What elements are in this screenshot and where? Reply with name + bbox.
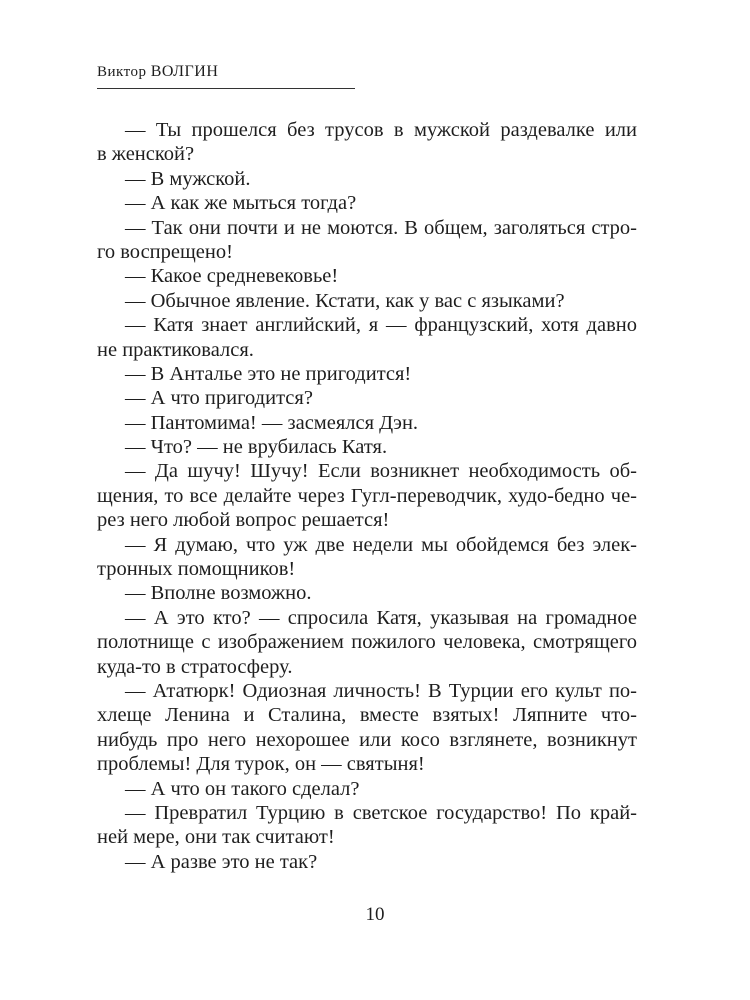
text-line: — В Анталье это не пригодится!	[125, 362, 412, 385]
text-line: нибудь про него нехорошее или косо взглянете, возникнут	[97, 728, 637, 751]
author-last-name: ВОЛГИН	[150, 63, 219, 80]
text-line: ней мере, они так считают!	[97, 826, 335, 849]
text-line: — А разве это не так?	[125, 850, 318, 873]
text-line: — Я думаю, что уж две недели мы обойдемся без элек-	[125, 533, 637, 556]
text-line: — Что? — не врубилась Катя.	[125, 436, 388, 459]
text-line: — Пантомима! — засмеялся Дэн.	[125, 411, 419, 434]
text-line: — Превратил Турцию в светское государство! По край-	[125, 801, 637, 824]
text-line: — Ты прошелся без трусов в мужской раздевалке или	[125, 119, 637, 141]
text-line: — Вполне возможно.	[125, 582, 312, 605]
text-line: полотнище с изображением пожилого человека, смотрящего	[97, 631, 637, 654]
text-line: рез него любой вопрос решается!	[97, 509, 390, 532]
text-line: — А что он такого сделал?	[125, 777, 360, 800]
running-head	[97, 62, 218, 82]
text-line: го воспрещено!	[97, 240, 233, 263]
text-line: — Ататюрк! Одиозная личность! В Турции его культ по-	[125, 679, 637, 702]
body-text	[97, 118, 637, 874]
header-rule	[97, 88, 355, 89]
text-line: — А это кто? — спросила Катя, указывая на громадное	[125, 606, 637, 629]
text-line: тронных помощников!	[97, 558, 296, 581]
page-number: 10	[365, 904, 385, 925]
text-line: — Да шучу! Шучу! Если возникнет необходимость об-	[125, 460, 637, 483]
text-line: куда-то в стратосферу.	[97, 655, 293, 678]
text-line: — А как же мыться тогда?	[125, 192, 357, 215]
text-line: щения, то все делайте через Гугл-переводчик, худо-бедно че-	[97, 484, 637, 507]
text-line: в женской?	[97, 143, 195, 166]
text-line: — Какое средневековье!	[125, 265, 339, 288]
text-line: — Так они почти и не моются. В общем, заголяться стро-	[125, 216, 637, 239]
text-line: проблемы! Для турок, он — святыня!	[97, 753, 425, 776]
author-first-name: Виктор	[97, 64, 147, 80]
text-line: — Катя знает английский, я — французский, хотя давно	[125, 314, 637, 337]
text-line: — А что пригодится?	[125, 387, 313, 410]
text-line: — В мужской.	[125, 167, 251, 190]
text-line: не практиковался.	[97, 338, 254, 361]
text-line: — Обычное явление. Кстати, как у вас с языками?	[125, 289, 565, 312]
text-line: хлеще Ленина и Сталина, вместе взятых! Ляпните что-	[97, 704, 637, 727]
